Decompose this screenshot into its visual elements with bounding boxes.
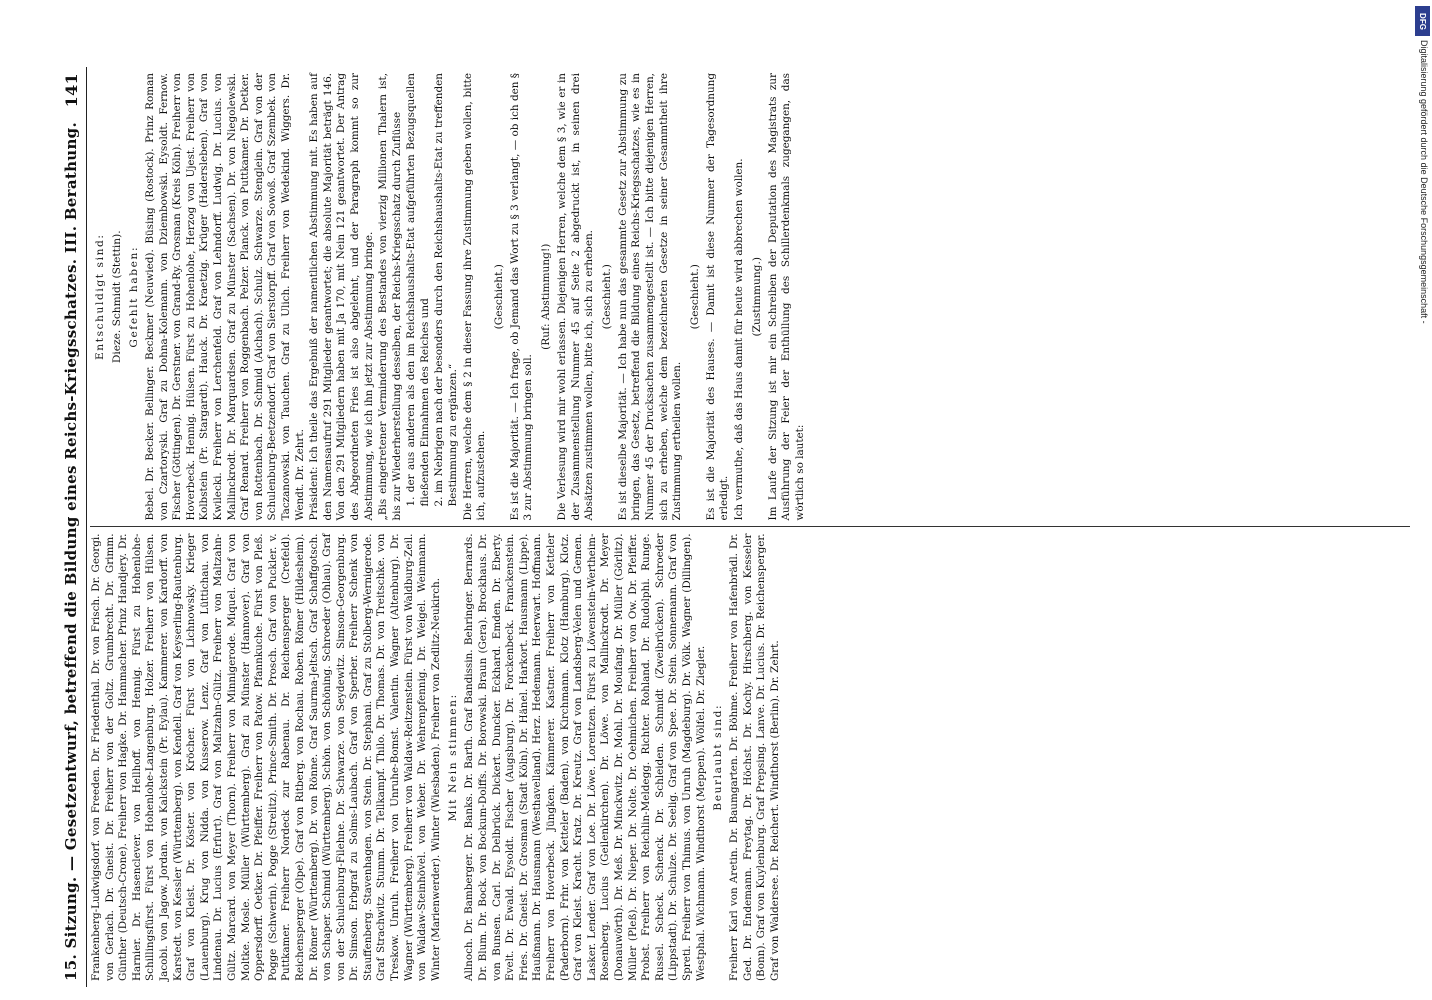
- no-voters-list: Allnoch. Dr. Bamberger. Dr. Banks. Dr. Barth. Graf Bandissin. Behringer. Bernards. Dr. Blum. Dr. Bock. von Bockum-Dolffs. Dr. Borowski. Braun (Gera). Brockhaus. Dr. von Bunsen. Carl. Dr. Delbrück. Dickert. Duncker. Eckhard. Emden. Dr. Eberty. Evelt. Dr. Ewald. Eysoldt. Fischer (Augsburg). Dr. Forckenbeck. Franckenstein. Fries. Dr. Gneist. Dr. Grosman (Stadt Köln). Dr. Hänel. Harkort. Hausmann (Lippe). Haußmann. Dr. Hausmann (Westhavelland). Herz. Hedemann. Heerwart. Hoffmann. Freiherr von Hoverbeck. Jüngken. Kämmerer. Kastner. Freiherr von Ketteler (Paderborn). Frhr. von Ketteler (Baden). von Kirchmann. Klotz (Hamburg). Klotz. Graf von Kleist. Kracht. Kratz. Dr. Kreutz. Graf von Landsberg-Velen und Gemen. Lasker. Lender. Graf von Loe. Dr. Löwe. Lorentzen. Fürst zu Löwenstein-Wertheim-Rosenberg. Lucius (Geilenkirchen). Dr. Löwe. von Mallinckrodt. Dr. Meyer (Donauwörth). Dr. Meß. Dr. Minckwitz. Dr. Mohl. Dr. Moufang. Dr. Müller (Görlitz). Müller (Pleß). Dr. Nieper. Dr. Nolte. Dr. Oehmichen. Freiherr von Ow. Dr. Pfeiffer. Probst. Freiherr von Reichlin-Meldegg. Richter. Rohland. Dr. Rudolphi. Runge. Russel. Scheck. Schenck. Dr. Schleiden. Schmidt (Zweibrücken). Schroeder (Lippstadt). Dr. Schulze. Dr. Seelig. Graf von Spee. Dr. Stein. Sonnemann. Graf von Spreti. Freiherr von Thimus. von Unruh (Magdeburg). Dr. Völk. Wagner (Dillingen). Westphal. Wichmann. Windthorst (Meppen). Wölfel. Dr. Ziegler.: [463, 533, 707, 981]
- majority-note-1: Es ist die Majorität. — Ich frage, ob Jemand das Wort zu § 3 verlangt, — ob ich den § 3 zur Abstimmung bringen soll.: [508, 73, 535, 521]
- right-column: [90, 67, 1410, 528]
- page-header: [58, 67, 87, 987]
- excused-list: Dieze. Schmidt (Stettin).: [111, 230, 123, 364]
- left-column: [90, 528, 1410, 988]
- letter-intro: Im Laufe der Sitzung ist mir ein Schreiben der Deputation des Magistrats zur Ausführung der Feier der Enthüllung des Schillerdenkmals zugegangen, das wörtlich so lautet:: [766, 73, 806, 521]
- vote-call-2: Die Verlesung wird mir wohl erlassen. Diejenigen Herren, welche dem § 3, wie er in der Zusammenstellung Nummer 45 auf Seite 2 abgedruckt ist, in seinen drei Absätzen zustimmen wollen, bitte ich, sich zu erheben.: [556, 73, 596, 521]
- paragraph-2-item-1: 1. der aus anderen als den im Reichshaushalts-Etat aufgeführten Bezugsquellen fließenden Einnahmen des Reiches und: [405, 73, 431, 507]
- on-leave-list: Freiherr Karl von Aretin. Dr. Baumgarten. Dr. Böhme. Freiherr von Hafenbrädl. Dr. Ged. Dr. Endemann. Freytag. Dr. Höchst. Dr. Kochy. Hirschberg. von Kesseler (Bonn). Graf von Kuylenburg. Graf Prepsing. Lanve. Dr. Lucius. Dr. Reichensperger. Graf von Waldersee. Dr. Reichert. Windthorst (Berlin). Dr. Zehrt.: [728, 533, 781, 981]
- paragraph-2-text: „Bis eingetretener Verminderung des Bestandes von vierzig Millionen Thalern ist, bis zur Wiederherstellung desselben, der Reichs-Kriegsschatz durch Zuflüsse: [377, 73, 403, 521]
- stage-note-2: (Ruf: Abstimmung!): [540, 243, 553, 350]
- on-leave-heading: Beurlaubt sind:: [712, 703, 725, 811]
- absent-heading: Gefehlt haben:: [128, 245, 140, 348]
- adjourn-note: Ich vermuthe, daß das Haus damit für heute wird abbrechen wollen.: [732, 158, 745, 521]
- absent-list: Bebel. Dr. Becker. Bellinger. Beckmer (Neuwied). Büsing (Rostock). Prinz Roman von Czartoryski. Graf zu Dohna-Kolemann. von Dziembowski. Eysoldt. Fernow. Fischer (Göttingen). Dr. Gerstner. von Grand-Ry. Grosman (Kreis Köln). Freiherr von Hoverbeck. Hennig. Hülsen. Fürst zu Hohenlohe, Herzog von Ujest. Freiherr von Kolbstein (Pr. Stargardt). Hauck. Dr. Kraetzig. Krüger (Hadersleben). Graf von Kwilecki. Freiherr von Lerchenfeld. Graf von Lehndorff. Ludwig. Dr. Lucius. von Mallinckrodt. Dr. Marquardsen. Graf zu Münster (Sachsen). Dr. von Niegolewski. Graf Renard. Freiherr von Roggenbach. Pelzer. Planck. von Puttkamer. Dr. Detker. von Rottenbach. Dr. Schmid (Aichach). Schulz. Schwarze. Stenglein. Graf von der Schulenburg-Beetzendorf. Graf von Sierstorpff. Graf von Sowoß. Graf Szembek. von Taczanowski. von Tauchen. Graf zu Ulich. Freiherr von Wedekind. Wiggers. Dr. Wendt. Dr. Zehrt.: [144, 73, 306, 521]
- stage-note-3: (Geschieht.): [600, 264, 613, 330]
- no-voters-heading: Mit Nein stimmen:: [447, 693, 460, 822]
- president-announcement: Präsident: Ich theile das Ergebniß der namentlichen Abstimmung mit. Es haben auf den Namensaufruf 291 Mitglieder geantwortet; die absolute Majorität beträgt 146. Von den 291 Mitgliedern haben mit Ja 170, mit Nein 121 geantwortet. Der Antrag des Abgeordneten Fries ist also abgelehnt, und der Paragraph kommt so zur Abstimmung, wie ich ihn jetzt zur Abstimmung bringe.: [308, 73, 375, 521]
- rotated-page-content: [58, 67, 1410, 987]
- stage-note-5: (Zustimmung.): [750, 257, 763, 337]
- final-vote-call: Es ist dieselbe Majorität. — Ich habe nun das gesammte Gesetz zur Abstimmung zu bringen, das Gesetz, betreffend die Bildung eines Reichs-Kriegsschatzes, wie es in Nummer 45 der Drucksachen zusammengestellt ist. — Ich bitte diejenigen Herren, sich zu erheben, welche dem bezeichneten Gesetze in seiner Gesammtheit ihre Zustimmung ertheilen wollen.: [616, 73, 684, 521]
- running-head: 15. Sitzung. — Gesetzentwurf, betreffend die Bildung eines Reichs-Kriegsschatzes. III. Berathung.: [62, 122, 80, 981]
- yes-voters-list: Frankenberg-Ludwigsdorf. von Freeden. Dr. Friedenthal. Dr. von Frisch. Dr. Georgi. von Gerlach. Dr. Gneist. Dr. Freiherr von der Goltz. Grumbrecht. Dr. Grimm. Günther (Deutsch-Crone). Freiherr von Hagke. Dr. Hammacher. Prinz Handjery. Dr. Harnier. Dr. Hasenclever. von Hellhoff. von Hennig. Fürst zu Hohenlohe-Schillingsfürst. Fürst von Hohenlohe-Langenburg. Holzer. Freiherr von Hülsen. Jacobi. von Jagow. Jordan. von Kalckstein (Pr. Eylau). Kammerer. von Kardorff. von Karstedt. von Kessler (Württemberg). von Kendell. Graf von Keyserling-Rautenburg. Graf von Kleist. Dr. Köster. von Kröcher. Fürst von Lichnowsky. Krieger (Lauenburg). Krug von Nidda. von Kusserow. Lenz. Graf von Lüttichau. von Lindenau. Dr. Lucius (Erfurt). Graf von Maltzahn-Gültz. Freiherr von Maltzahn-Gültz. Marcard. von Meyer (Thorn). Freiherr von Minnigerode. Miquel. Graf von Moltke. Mosle. Müller (Württemberg). Graf zu Münster (Hannover). Graf von Oppersdorff. Oetker. Dr. Pfeiffer. Freiherr von Patow. Pfannkuche. Fürst von Pleß. Pogge (Schwerin). Pogge (Strelitz). Prince-Smith. Dr. Prosch. Graf von Puckler. v. Puttkamer. Freiherr Nordeck zur Rabenau. Dr. Reichensperger (Crefeld). Reichensperger (Olpe). Graf von Ritberg. von Rochau. Roben. Römer (Hildesheim). Dr. Römer (Württemberg). Dr. von Rönne. Graf Saurma-Jeltsch. Graf Schaffgotsch. von Schaper. Schmid (Württemberg). Schön. von Schöning. Schroeder (Ohlau). Graf von der Schulenburg-Filehne. Dr. Schwarze. von Seydewitz. Simson-Georgenburg. Dr. Simson. Erbgraf zu Solms-Laubach. Graf von Sperber. Freiherr Schenk von Stauffenberg. Stavenhagen. von Stein. Dr. Stephani. Graf zu Stolberg-Wernigerode. Graf Strachwitz. Stumm. Dr. Tellkampf. Thilo. Dr. Thomas. Dr. von Treitschke. von Treskow. Unruh. Freiherr von Unruhe-Bomst. Valentin. Wagner (Altenburg). Dr. Wagner (Württemberg). Freiherr von Waldaw-Reitzenstein. Fürst von Waldburg-Zeil. von Waldaw-Steinhövel. von Weber. Dr. Wehrenpfennig. Dr. Weigel. Weinmann. Winter (Marienwerder). Winter (Wiesbaden). Freiherr von Zedlitz-Neukirch.: [90, 533, 442, 981]
- paragraph-2-item-2: 2. im Nebrigen nach der besonders durch den Reichshaushalts-Etat zu treffenden Bestimmung zu ergänzen.“: [433, 73, 460, 507]
- page-number: 141: [61, 73, 81, 108]
- excused-heading: Entschuldigt sind:: [94, 233, 106, 361]
- majority-note-2: Es ist die Majorität des Hauses. — Damit ist diese Nummer der Tagesordnung erledigt.: [704, 73, 731, 521]
- dfg-logo: DFG: [1415, 6, 1430, 36]
- stage-note-1: (Geschieht.): [492, 264, 505, 330]
- text-columns: [90, 67, 1410, 987]
- stage-note-4: (Geschieht.): [688, 264, 701, 330]
- vote-call-1: Die Herren, welche dem § 2 in dieser Fassung ihre Zustimmung geben wollen, bitte ich, aufzustehen.: [461, 73, 488, 521]
- digitization-credit: Digitalisierung gefördert durch die Deutsche Forschungsgemeinschaft -: [1419, 40, 1429, 324]
